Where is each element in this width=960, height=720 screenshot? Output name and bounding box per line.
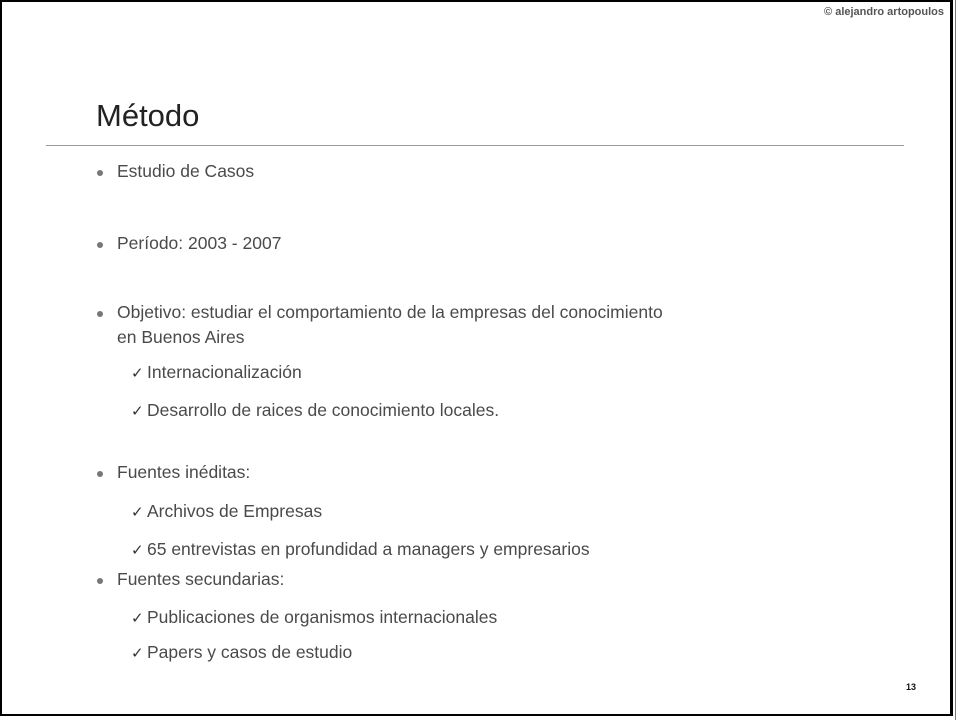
sub-item-label: Publicaciones de organismos internacionales — [147, 607, 498, 627]
slide-title: Método — [96, 98, 200, 133]
bullet-icon — [97, 242, 103, 248]
bullet-item: Objetivo: estudiar el comportamiento de la empresas del conocimiento — [117, 302, 663, 322]
sub-item-label: Papers y casos de estudio — [147, 642, 353, 662]
sub-item-label: Internacionalización — [147, 362, 302, 382]
bullet-item-continuation: en Buenos Aires — [117, 327, 245, 347]
check-icon: ✓ — [131, 610, 144, 627]
title-divider — [46, 145, 904, 146]
bullet-item: Período: 2003 - 2007 — [117, 233, 282, 253]
bullet-icon — [97, 578, 103, 584]
sub-item-label: 65 entrevistas en profundidad a managers y empresarios — [147, 539, 590, 559]
check-icon: ✓ — [131, 504, 144, 521]
bullet-item: Fuentes inéditas: — [117, 462, 251, 482]
bullet-icon — [97, 311, 103, 317]
sub-item — [131, 640, 352, 666]
check-icon: ✓ — [131, 365, 144, 382]
sub-item — [131, 499, 322, 525]
check-icon: ✓ — [131, 542, 144, 559]
bullet-item: Estudio de Casos — [117, 161, 255, 181]
sub-item — [131, 360, 302, 386]
check-icon: ✓ — [131, 403, 144, 420]
sub-item — [131, 398, 499, 424]
sub-item-label: Archivos de Empresas — [147, 501, 323, 521]
copyright-notice: © alejandro artopoulos — [824, 6, 944, 18]
bullet-item: Fuentes secundarias: — [117, 569, 285, 589]
bullet-icon — [97, 170, 103, 176]
page-number: 13 — [905, 682, 916, 692]
sub-item — [131, 537, 590, 563]
bullet-icon — [97, 471, 103, 477]
window-edge — [955, 0, 960, 720]
sub-item — [131, 605, 497, 631]
sub-item-label: Desarrollo de raices de conocimiento locales. — [147, 400, 500, 420]
check-icon: ✓ — [131, 645, 144, 662]
